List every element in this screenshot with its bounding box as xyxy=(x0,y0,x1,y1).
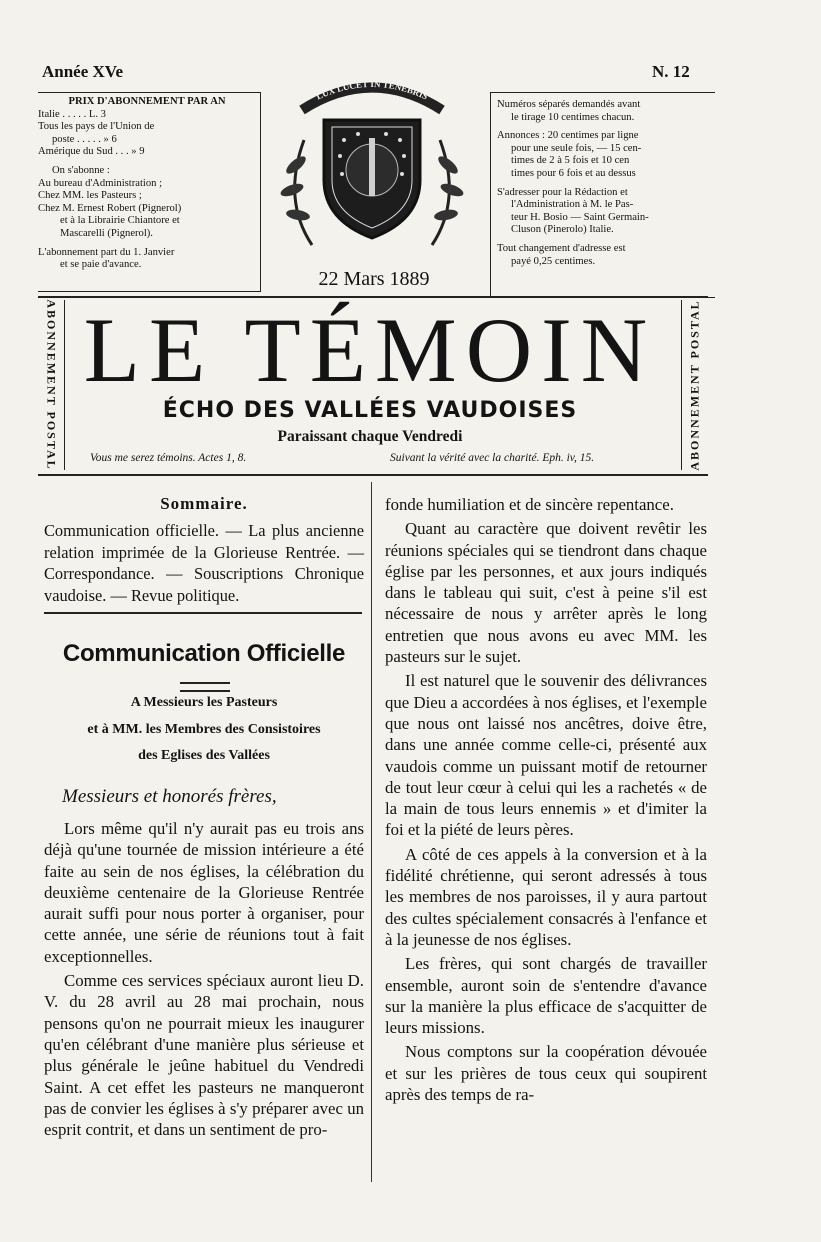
price-line: Amérique du Sud . . . » 9 xyxy=(38,146,145,158)
paragraph: Les frères, qui sont chargés de travailler ensemble, auront soin de s'entendre d'avance sur la manière la plus efficace de s'acquitter de leurs missions. xyxy=(385,954,707,1038)
article-title: Communication Officielle xyxy=(62,640,346,667)
postal-label-left: ABONNEMENT POSTAL xyxy=(38,300,65,470)
paragraph: Il est naturel que le souvenir des délivrances que Dieu a accordées à nos églises, et l'exemple que nous ont laissé nos ancêtres, doive être, dans une année comme celle-ci, présenté aux vaudois comme un puissant motif de retourner de tout leur cœur à celui qui les a rachetés « de la main de tous leurs ennemis » et d'imiter la foi et la piété de leurs pères. xyxy=(385,671,707,840)
summary-title: Sommaire. xyxy=(160,494,248,513)
section-divider xyxy=(44,612,362,614)
address-line: A Messieurs les Pasteurs xyxy=(130,695,278,710)
postal-label-right: ABONNEMENT POSTAL xyxy=(681,300,708,470)
subscribe-line: Mascarelli (Pignerol). xyxy=(60,227,153,239)
subscription-title: PRIX D'ABONNEMENT PAR AN xyxy=(68,96,226,107)
info-line: S'adresser pour la Rédaction et xyxy=(497,186,628,198)
year-label: Année XVe xyxy=(42,62,124,81)
summary-text: Communication officielle. — La plus ancienne relation imprimée de la Glorieuse Rentrée. — Correspondance. — Souscriptions Chronique vaudoise. — Revue politique. xyxy=(44,521,364,605)
subscribe-note: et se paie d'avance. xyxy=(60,259,142,271)
price-line: Italie . . . . . L. 3 xyxy=(38,108,106,120)
address-line: et à MM. les Membres des Consistoires xyxy=(87,722,321,737)
salutation: Messieurs et honorés frères, xyxy=(62,786,277,807)
paragraph: Comme ces services spéciaux auront lieu D. V. du 28 avril au 28 mai prochain, nous pensons qu'on ne pourrait mieux les inaugurer qu'en célébrant d'une manière plus sérieuse et plus générale le jeûne habituel du Vendredi Saint. A cet effet les pasteurs ne manqueront pas de convier les églises à s'y préparer avec un esprit contrit, et dans un sentiment de pro- xyxy=(44,971,364,1140)
subscription-box xyxy=(38,92,261,292)
price-line: poste . . . . . » 6 xyxy=(52,133,117,145)
info-line: payé 0,25 centimes. xyxy=(511,255,596,267)
info-line: le tirage 10 centimes chacun. xyxy=(511,111,635,123)
info-line: teur H. Bosio — Saint Germain- xyxy=(511,211,649,223)
address-line: des Eglises des Vallées xyxy=(138,748,270,763)
info-line: Cluson (Pinerolo) Italie. xyxy=(511,224,614,236)
paragraph: fonde humiliation et de sincère repentance. xyxy=(385,495,674,514)
publication-frequency: Paraissant chaque Vendredi xyxy=(277,428,463,445)
emblem-motto: LUX LUCET IN TENEBRIS xyxy=(314,78,430,102)
price-line: Tous les pays de l'Union de xyxy=(38,121,155,133)
issue-number: N. 12 xyxy=(652,62,690,81)
newspaper-title: LE TÉMOIN xyxy=(83,299,657,401)
epigraph-left: Vous me serez témoins. Actes 1, 8. xyxy=(90,452,247,464)
info-line: Tout changement d'adresse est xyxy=(497,242,626,254)
epigraph-right: Suivant la vérité avec la charité. Eph. iv, 15. xyxy=(390,452,595,464)
subscribe-line: On s'abonne : xyxy=(52,164,110,176)
article-body-left xyxy=(44,818,364,1140)
column-divider xyxy=(371,482,372,1182)
issue-date: 22 Mars 1889 xyxy=(318,268,430,290)
paragraph: A côté de ces appels à la conversion et à la fidélité chrétienne, qui seront adressés à tous les membres de nos paroisses, il y aura partout des cultes spécialement consacrés à l'enfance et à la jeunesse de nos églises. xyxy=(385,844,707,949)
subscribe-line: Chez MM. les Pasteurs ; xyxy=(38,190,142,202)
info-line: times de 2 à 5 fois et 10 cen xyxy=(511,155,630,167)
info-line: Annonces : 20 centimes par ligne xyxy=(497,130,639,142)
paragraph: Nous comptons sur la coopération dévouée et sur les prières de tous ceux qui soupirent après des temps de ra- xyxy=(385,1042,707,1105)
info-line: pour une seule fois, — 15 cen- xyxy=(511,142,642,154)
vaudois-emblem xyxy=(262,70,482,260)
title-ornament xyxy=(180,682,230,692)
info-box xyxy=(490,92,715,298)
newspaper-subtitle: ÉCHO DES VALLÉES VAUDOISES xyxy=(162,398,578,423)
info-line: l'Administration à M. le Pas- xyxy=(511,199,634,211)
subscribe-line: et à la Librairie Chiantore et xyxy=(60,215,180,227)
subscribe-line: Au bureau d'Administration ; xyxy=(38,177,163,189)
subscribe-note: L'abonnement part du 1. Janvier xyxy=(38,246,175,258)
article-body-right xyxy=(385,494,707,1105)
paragraph: Quant au caractère que doivent revêtir les réunions spéciales qui se tiendront dans chaque église par les personnes, et aux jours indiqués dans le tableau qui suit, c'est à peine s'il est nécessaire de nous y arrêter après le long entretien que nous avons eu avec MM. les pasteurs sur le sujet. xyxy=(385,519,707,667)
info-line: times pour 6 fois et au dessus xyxy=(511,167,636,179)
paragraph: Lors même qu'il n'y aurait pas eu trois ans déjà qu'une tournée de mission intérieure a été faite au sein de nos églises, la célébration du deuxième centenaire de la Glorieuse Rentrée aurait suffi pour nous porter à organiser, pour cette année, une série de réunions tout à fait exceptionnelles. xyxy=(44,819,364,966)
info-line: Numéros séparés demandés avant xyxy=(497,99,641,110)
subscribe-line: Chez M. Ernest Robert (Pignerol) xyxy=(38,202,182,214)
